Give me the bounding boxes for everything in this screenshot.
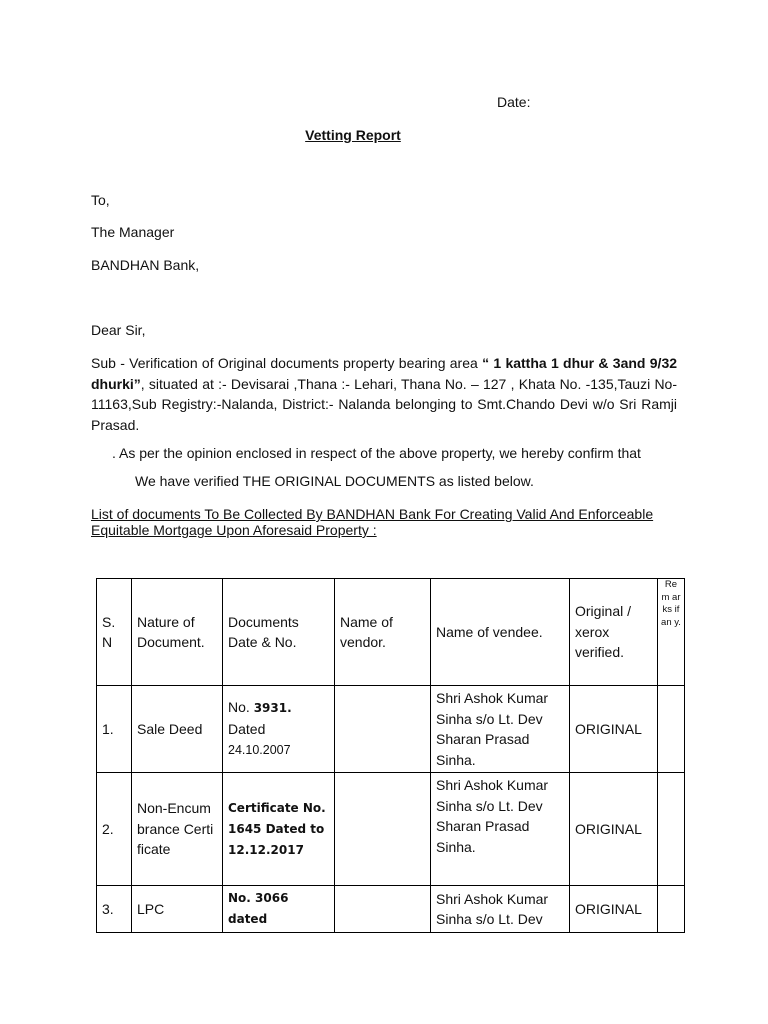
- table-row: [97, 773, 685, 886]
- row-sn: 3.: [97, 886, 132, 933]
- address-manager: The Manager: [91, 224, 175, 240]
- row-docs: [223, 886, 335, 933]
- table-header-row: [97, 579, 685, 686]
- row-sn: 2.: [97, 773, 132, 886]
- row-remarks: [658, 686, 685, 773]
- verified-line: We have verified THE ORIGINAL DOCUMENTS as listed below.: [135, 473, 534, 489]
- row-docs: [223, 686, 335, 773]
- header-remarks: Re m ar ks if an y.: [658, 579, 685, 686]
- doc-date: 24.10.2007: [228, 743, 291, 758]
- doc-dated: Dated: [228, 720, 266, 737]
- row-original: ORIGINAL: [570, 686, 658, 773]
- row-nature: Non-Encumbrance Certificate: [132, 773, 223, 886]
- header-sn: S. N: [97, 579, 132, 686]
- date-label: Date:: [497, 94, 531, 110]
- report-title: Vetting Report: [305, 127, 401, 143]
- row-docs: Certificate No. 1645 Dated to 12.12.2017: [223, 773, 335, 886]
- header-docs: Documents Date & No.: [223, 579, 335, 686]
- address-to: To,: [91, 192, 110, 208]
- subject-prefix: Sub - Verification of Original documents property bearing area: [91, 355, 478, 371]
- subject-paragraph: [91, 353, 677, 435]
- row-remarks: [658, 886, 685, 933]
- row-vendor: [335, 773, 431, 886]
- doc-no: 3931.: [253, 701, 292, 716]
- header-original: Original / xerox verified.: [570, 579, 658, 686]
- list-heading: List of documents To Be Collected By BANDHAN Bank For Creating Valid And Enforceable Equitable Mortgage Upon Aforesaid Property :: [91, 506, 654, 538]
- salutation: Dear Sir,: [91, 322, 146, 338]
- doc-no-prefix: No.: [228, 699, 250, 716]
- doc-no: No. 3066: [228, 891, 289, 905]
- opinion-line: . As per the opinion enclosed in respect of the above property, we hereby confirm that: [112, 445, 641, 461]
- doc-dated: dated: [228, 912, 268, 926]
- header-vendee: Name of vendee.: [431, 579, 570, 686]
- table-row: [97, 686, 685, 773]
- row-nature: LPC: [132, 886, 223, 933]
- address-bank: BANDHAN Bank,: [91, 257, 200, 273]
- row-vendee: Shri Ashok Kumar Sinha s/o Lt. Dev Sharan Prasad Sinha.: [431, 773, 570, 886]
- subject-rest: , situated at :- Devisarai ,Thana :- Lehari, Thana No. – 127 , Khata No. -135,Tauzi No-11163,Sub Registry:-Nalanda, District:- Nalanda belonging to Smt.Chando Devi w/o Sri Ramji Prasad.: [91, 375, 677, 433]
- row-remarks: [658, 773, 685, 886]
- subject-area: “ 1 kattha 1 dhur & 3and 9/32 dhurki”: [91, 355, 678, 392]
- row-vendor: [335, 686, 431, 773]
- header-nature: Nature of Document.: [132, 579, 223, 686]
- row-nature: Sale Deed: [132, 686, 223, 773]
- row-original: ORIGINAL: [570, 773, 658, 886]
- row-vendee: Shri Ashok Kumar Sinha s/o Lt. Dev Sharan Prasad Sinha.: [431, 686, 570, 773]
- row-sn: 1.: [97, 686, 132, 773]
- header-vendor: Name of vendor.: [335, 579, 431, 686]
- table-row: [97, 886, 685, 933]
- row-original: ORIGINAL: [570, 886, 658, 933]
- documents-table: [96, 578, 685, 933]
- row-vendor: [335, 886, 431, 933]
- row-vendee: Shri Ashok Kumar Sinha s/o Lt. Dev: [431, 886, 570, 933]
